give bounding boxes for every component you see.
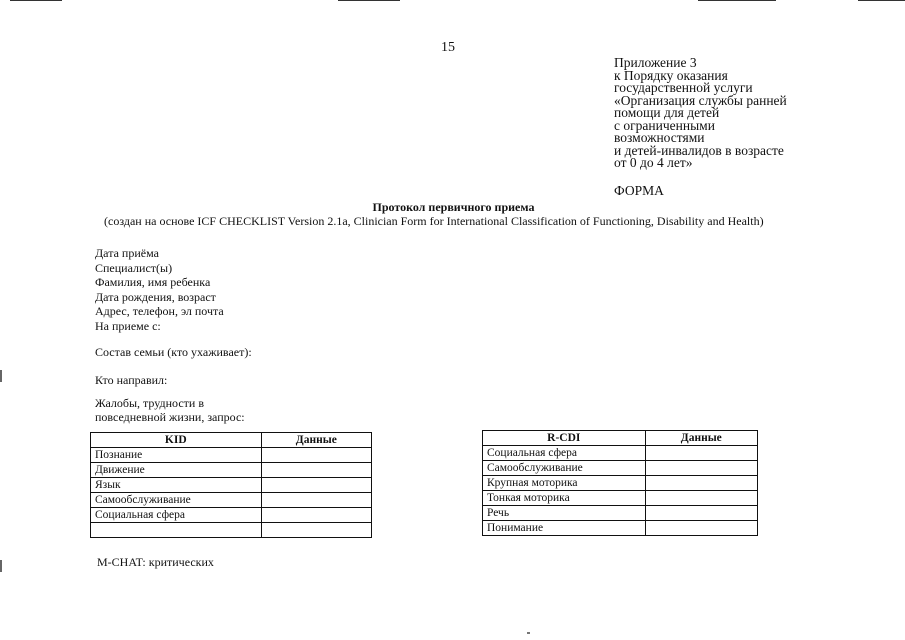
rcdi-row-value[interactable] <box>645 476 757 491</box>
page-number: 15 <box>441 40 455 55</box>
rcdi-row-value[interactable] <box>645 491 757 506</box>
rcdi-row-value[interactable] <box>645 446 757 461</box>
appendix-line: с ограниченными <box>614 117 715 133</box>
table-row <box>91 448 372 463</box>
field-label-accompanied: На приеме с: <box>95 318 161 333</box>
rcdi-row-label: Самообслуживание <box>483 461 646 476</box>
rcdi-row-label: Речь <box>483 506 646 521</box>
kid-row-label: Язык <box>91 478 262 493</box>
appendix-line: помощи для детей <box>614 105 720 120</box>
scan-edge-line <box>858 0 905 1</box>
field-label-specialist: Специалист(ы) <box>95 260 173 275</box>
kid-row-value[interactable] <box>261 463 371 478</box>
rcdi-row-value[interactable] <box>645 461 757 476</box>
rcdi-row-label: Понимание <box>483 521 646 536</box>
appendix-line: Приложение 3 <box>614 55 697 70</box>
rcdi-row-label: Социальная сфера <box>483 446 646 461</box>
table-row <box>91 523 372 538</box>
kid-row-value[interactable] <box>261 478 371 493</box>
rcdi-row-value[interactable] <box>645 521 757 536</box>
rcdi-row-label: Тонкая моторика <box>483 491 646 506</box>
intake-fields <box>95 246 224 333</box>
scan-edge-line <box>698 0 776 1</box>
kid-header-name: KID <box>91 433 262 448</box>
appendix-line: от 0 до 4 лет» <box>614 155 693 170</box>
field-label-date: Дата приёма <box>95 246 159 260</box>
kid-row-label: Самообслуживание <box>91 493 262 508</box>
kid-row-label: Социальная сфера <box>91 508 262 523</box>
table-row <box>91 508 372 523</box>
rcdi-header-data: Данные <box>645 431 757 446</box>
table-row <box>483 521 758 536</box>
kid-row-label: Движение <box>91 463 262 478</box>
protocol-title-text: Протокол первичного приема <box>372 200 535 214</box>
kid-row-value[interactable] <box>261 523 371 538</box>
appendix-line: государственной услуги <box>614 80 753 95</box>
table-row <box>91 463 372 478</box>
protocol-title <box>0 200 905 215</box>
rcdi-row-label: Крупная моторика <box>483 476 646 491</box>
complaints-line: Жалобы, трудности в <box>95 396 205 410</box>
rcdi-table <box>482 430 758 536</box>
table-header-row <box>91 433 372 448</box>
appendix-line: к Порядку оказания <box>614 67 728 83</box>
scan-margin-mark <box>0 560 2 572</box>
scan-edge-line <box>10 0 62 1</box>
kid-table <box>90 432 372 538</box>
table-header-row <box>483 431 758 446</box>
table-row <box>483 461 758 476</box>
table-row <box>483 491 758 506</box>
field-label-complaints <box>95 397 245 424</box>
scan-margin-mark <box>0 370 2 382</box>
appendix-line: «Организация службы ранней <box>614 92 787 108</box>
field-label-child-name: Фамилия, имя ребенка <box>95 275 211 289</box>
mchat-label: M-CHAT: критических <box>97 555 214 569</box>
kid-row-label: Познание <box>91 448 262 463</box>
field-label-family: Состав семьи (кто ухаживает): <box>95 345 252 359</box>
table-row <box>483 476 758 491</box>
field-label-birthdate: Дата рождения, возраст <box>95 289 216 304</box>
rcdi-header-name: R-CDI <box>483 431 646 446</box>
kid-row-value[interactable] <box>261 448 371 463</box>
field-label-address: Адрес, телефон, эл почта <box>95 304 224 318</box>
field-label-referral: Кто направил: <box>95 373 168 387</box>
kid-header-data: Данные <box>261 433 371 448</box>
scan-dot-mark <box>527 632 530 634</box>
kid-row-label <box>91 523 262 538</box>
appendix-line: и детей-инвалидов в возрасте <box>614 142 784 158</box>
appendix-line: возможностями <box>614 130 705 145</box>
protocol-subtitle: (создан на основе ICF CHECKLIST Version 2.1a, Clinician Form for International Classification of Functioning, Disability and Health) <box>104 214 764 228</box>
table-row <box>91 493 372 508</box>
kid-row-value[interactable] <box>261 493 371 508</box>
form-label: ФОРМА <box>614 183 664 198</box>
table-row <box>483 506 758 521</box>
kid-row-value[interactable] <box>261 508 371 523</box>
scan-edge-line <box>338 0 400 1</box>
table-row <box>483 446 758 461</box>
complaints-line: повседневной жизни, запрос: <box>95 409 245 424</box>
appendix-block <box>614 57 824 170</box>
rcdi-row-value[interactable] <box>645 506 757 521</box>
table-row <box>91 478 372 493</box>
